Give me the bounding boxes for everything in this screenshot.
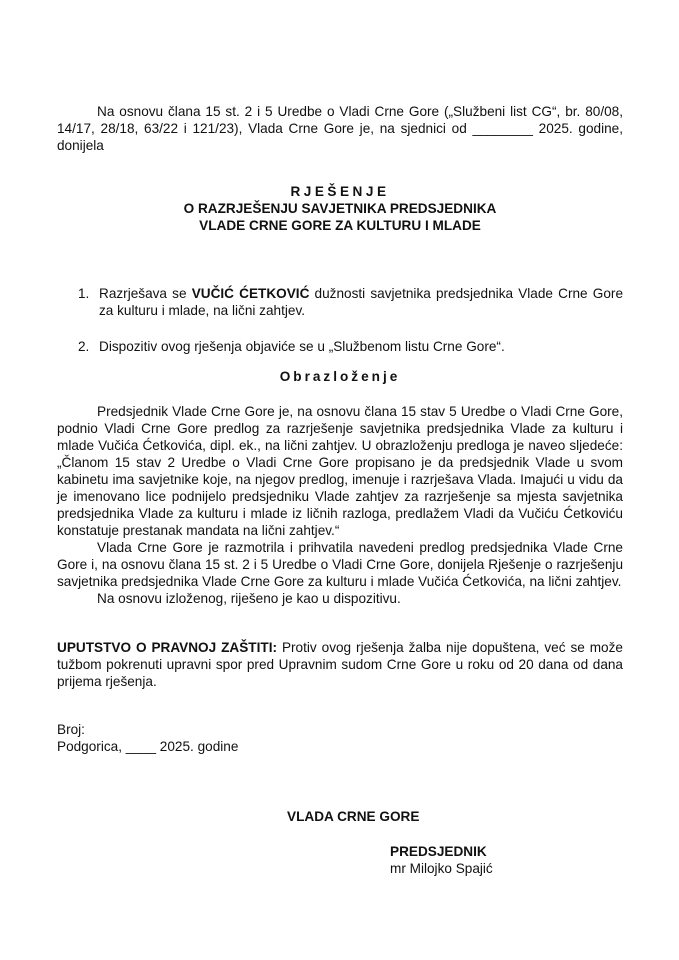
item-text: Dispozitiv ovog rješenja objaviće se u „Službenom listu Crne Gore“. [99, 339, 505, 354]
signatory-role: PREDSJEDNIK [390, 844, 487, 859]
item-text-before: Razrješava se [99, 286, 192, 301]
item-text [99, 285, 623, 319]
government-name: VLADA CRNE GORE [287, 809, 420, 824]
intro-paragraph: Na osnovu člana 15 st. 2 i 5 Uredbe o Vladi Crne Gore („Službeni list CG“, br. 80/08, 14/17, 28/18, 63/22 i 121/23), Vlada Crne Gore je, na sjednici od ________ 2025. godine, donijela [57, 104, 623, 153]
list-item [57, 338, 623, 355]
title-block [57, 183, 623, 234]
reasoning-heading: Obrazloženje [279, 369, 401, 384]
legal-remedy-label: UPUTSTVO O PRAVNOJ ZAŠTITI: [57, 640, 277, 655]
legal-remedy-text: Protiv ovog rješenja žalba nije dopuštena, već se može tužbom pokrenuti upravni spor pred Upravnim sudom Crne Gore u roku od 20 dana od dana prijema rješenja. [57, 640, 623, 689]
title-rjesenje: RJEŠENJE [290, 184, 390, 199]
legal-remedy-paragraph [57, 639, 623, 690]
reasoning-paragraph-2: Vlada Crne Gore je razmotrila i prihvatila navedeni predlog predsjednika Vlade Crne Gore i, na osnovu člana 15 st. 2 i 5 Uredbe o Vladi Crne Gore, donijela Rješenje o razrješenju savjetnika predsjednika Vlade Crne Gore za kulturu i mlade Vučića Ćetkovića, na lični zahtjev. [57, 540, 623, 589]
list-item [57, 285, 623, 319]
title-line-2: O RAZRJEŠENJU SAVJETNIKA PREDSJEDNIKA [183, 201, 497, 216]
broj-label: Broj: [57, 722, 85, 737]
title-line-3: VLADE CRNE GORE ZA KULTURU I MLADE [199, 218, 481, 233]
document-body [57, 103, 623, 755]
signatory-name: mr Milojko Spajić [390, 861, 493, 876]
reasoning-paragraph-3: Na osnovu izloženog, riješeno je kao u dispozitivu. [97, 591, 401, 606]
item-number: 2. [78, 339, 90, 354]
dispositive-list [57, 285, 623, 355]
item-text-after: dužnosti savjetnika predsjednika Vlade Crne Gore za kulturu i mlade, na lični zahtjev. [99, 286, 623, 318]
signature-block [390, 843, 493, 877]
place-date: Podgorica, ____ 2025. godine [57, 739, 239, 754]
reasoning-paragraph-1: Predsjednik Vlade Crne Gore je, na osnovu člana 15 stav 5 Uredbe o Vladi Crne Gore, podnio Vladi Crne Gore predlog za razrješenje savjetnika predsjednika Vlade za kulturu i mlade Vučića Ćetkovića, dipl. ek., na lični zahtjev. U obrazloženju predloga je naveo sljedeće: „Članom 15 stav 2 Uredbe o Vladi Crne Gore propisano je da predsjednik Vlade u svom kabinetu ima savjetnike koje, na njegov predlog, imenuje i razrješava Vlada. Imajući u vidu da je imenovano lice podnijelo predsjedniku Vlade zahtjev za razrješenje sa mjesta savjetnika predsjednika Vlade za kulturu i mlade iz ličnih razloga, predlažem Vladi da Vučiću Ćetkoviću konstatuje prestanak mandata na lični zahtjev.“ [57, 404, 623, 538]
dismissed-person-name: VUČIĆ ĆETKOVIĆ [191, 286, 310, 301]
item-number: 1. [78, 286, 90, 301]
